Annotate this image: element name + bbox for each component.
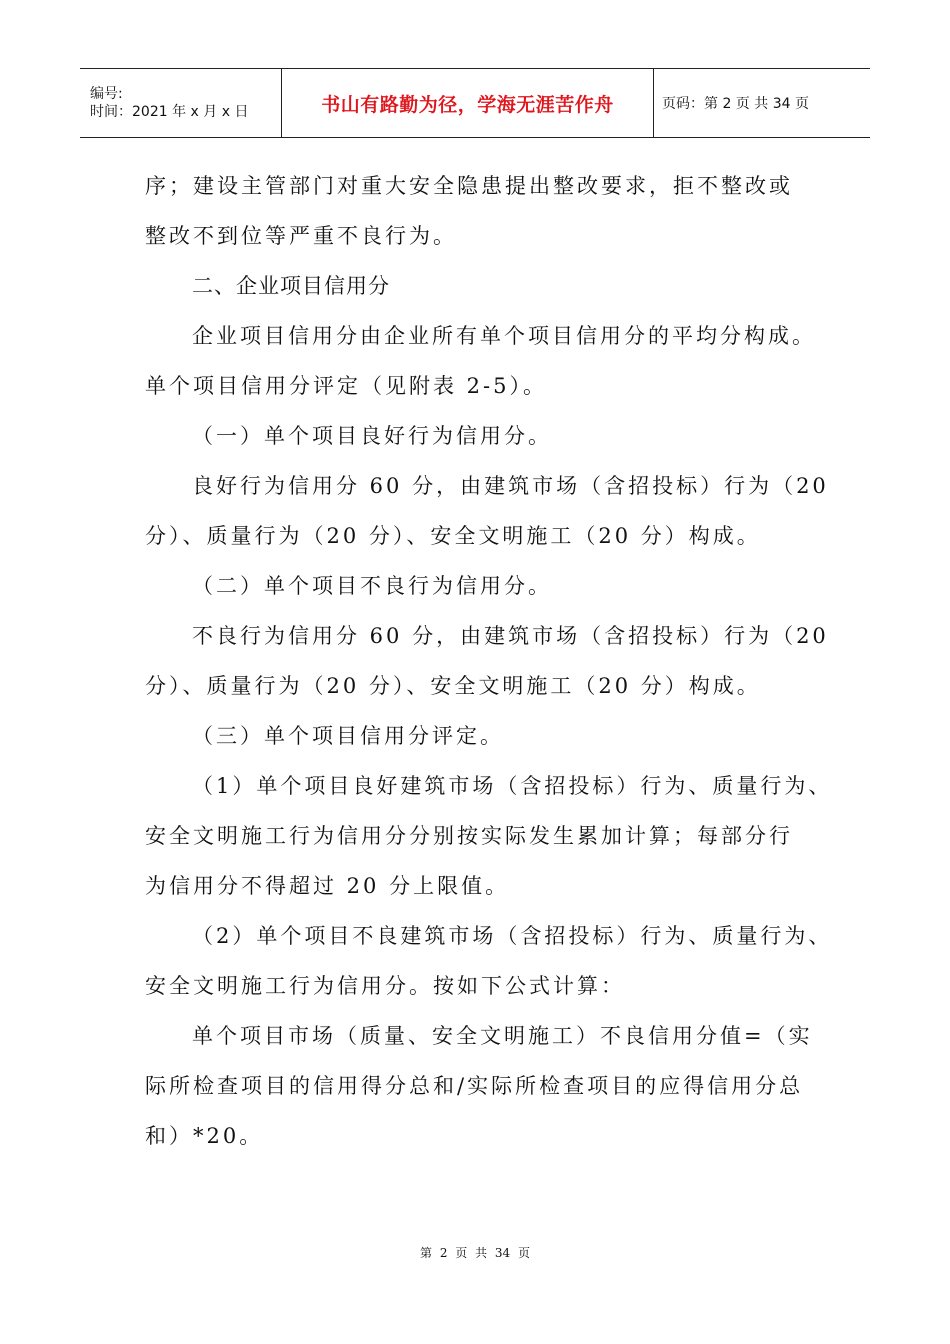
paragraph-line: 企业项目信用分由企业所有单个项目信用分的平均分构成。 [192, 324, 816, 348]
paragraph-line: 际所检查项目的信用得分总和/实际所检查项目的应得信用分总 [145, 1074, 804, 1098]
paragraph-line: 和）*20。 [145, 1124, 264, 1148]
header-page-code: 页码：第 2 页 共 34 页 [662, 96, 809, 112]
paragraph-line: 不良行为信用分 60 分，由建筑市场（含招投标）行为（20 [192, 624, 829, 648]
section-heading: 二、企业项目信用分 [192, 274, 390, 298]
header-motto-cell [282, 69, 654, 137]
document-body [145, 161, 833, 1161]
page-footer: 第 2 页 共 34 页 [420, 1246, 530, 1260]
paragraph-line: 分）、质量行为（20 分）、安全文明施工（20 分）构成。 [145, 674, 761, 698]
header-meta [80, 69, 282, 137]
paragraph-line: 安全文明施工行为信用分分别按实际发生累加计算；每部分行 [145, 824, 793, 848]
paragraph-line: （1）单个项目良好建筑市场（含招投标）行为、质量行为、 [192, 774, 833, 798]
paragraph-line: 为信用分不得超过 20 分上限值。 [145, 874, 510, 898]
paragraph-line: （2）单个项目不良建筑市场（含招投标）行为、质量行为、 [192, 924, 833, 948]
subsection-heading: （一）单个项目良好行为信用分。 [192, 424, 552, 448]
page-header [80, 68, 870, 138]
header-motto: 书山有路勤为径，学海无涯苦作舟 [321, 93, 614, 116]
subsection-heading: （二）单个项目不良行为信用分。 [192, 574, 552, 598]
paragraph-line: 安全文明施工行为信用分。按如下公式计算： [145, 974, 625, 998]
subsection-heading: （三）单个项目信用分评定。 [192, 724, 504, 748]
paragraph-line: 单个项目市场（质量、安全文明施工）不良信用分值=（实 [192, 1024, 813, 1048]
paragraph-line: 单个项目信用分评定（见附表 2-5）。 [145, 374, 547, 398]
header-page-cell [654, 69, 870, 137]
paragraph-line: 分）、质量行为（20 分）、安全文明施工（20 分）构成。 [145, 524, 761, 548]
paragraph-line: 良好行为信用分 60 分，由建筑市场（含招投标）行为（20 [192, 474, 829, 498]
paragraph-line: 序；建设主管部门对重大安全隐患提出整改要求，拒不整改或 [145, 174, 793, 198]
document-number-label: 编号: [90, 86, 123, 102]
document-time: 时间：2021 年 x 月 x 日 [90, 104, 249, 120]
paragraph-line: 整改不到位等严重不良行为。 [145, 224, 457, 248]
